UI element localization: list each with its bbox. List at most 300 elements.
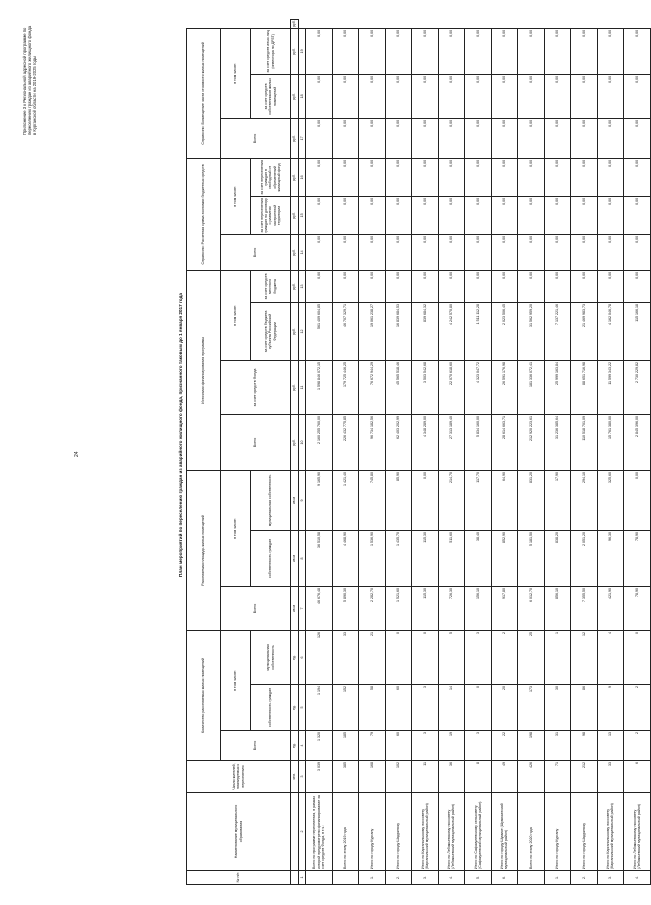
row-value: 0,00 bbox=[385, 158, 412, 196]
header-local: за счет средств местного бюджета bbox=[251, 270, 291, 302]
row-value: 2 023 506,45 bbox=[491, 302, 518, 360]
header-qty-group: Количество расселяемых жилых помещений bbox=[187, 630, 221, 760]
row-value: 0,00 bbox=[624, 270, 651, 302]
row-name: Всего по этапу 2019 года bbox=[332, 793, 359, 871]
header-area-incl: в том числе: bbox=[221, 470, 251, 586]
row-value: 0,00 bbox=[359, 270, 386, 302]
header-extra-owner: за счет средств собственников жилых помещений bbox=[251, 74, 291, 118]
row-value: 856,10 bbox=[544, 586, 571, 630]
row-number bbox=[518, 871, 545, 885]
column-index-cell: 11 bbox=[299, 360, 306, 414]
row-value: 0,00 bbox=[306, 28, 333, 74]
row-value: 0,00 bbox=[544, 158, 571, 196]
row-value: 28 614 663,71 bbox=[491, 414, 518, 470]
row-value: 31 bbox=[544, 731, 571, 761]
row-value: 19 061 238,27 bbox=[359, 302, 386, 360]
row-value: 0,00 bbox=[438, 74, 465, 118]
table-row bbox=[306, 20, 333, 885]
row-value: 3 039 bbox=[306, 761, 333, 793]
header-qty-total: Всего bbox=[221, 731, 291, 761]
row-value: 2 bbox=[624, 685, 651, 731]
row-value: 0 bbox=[465, 685, 492, 731]
row-value: 31 236 385,64 bbox=[544, 414, 571, 470]
row-value: 25 bbox=[518, 630, 545, 684]
row-value: 14 bbox=[438, 685, 465, 731]
table-body bbox=[306, 20, 651, 885]
unit-cell: руб. bbox=[291, 196, 299, 234]
row-value: 214,70 bbox=[438, 470, 465, 530]
row-value: 7 137 221,46 bbox=[544, 302, 571, 360]
row-value: 0,00 bbox=[597, 196, 624, 234]
row-name: Итого по Каргапольскому поссовету (Каргапольский муниципальный район) bbox=[412, 793, 439, 871]
row-value: 13 bbox=[597, 731, 624, 761]
header-fin-group: Источники финансирования программы bbox=[187, 270, 221, 470]
unit-cell: ед. bbox=[291, 731, 299, 761]
row-value: 6 012,70 bbox=[518, 586, 545, 630]
row-value: 0,00 bbox=[332, 158, 359, 196]
row-value: 0,00 bbox=[624, 74, 651, 118]
row-value: 0,00 bbox=[571, 118, 598, 158]
row-value: 0,00 bbox=[465, 234, 492, 270]
row-value: 839 684,32 bbox=[412, 302, 439, 360]
row-value: 11 599 343,22 bbox=[597, 360, 624, 414]
row-value: 0,00 bbox=[571, 270, 598, 302]
row-value: 2 bbox=[491, 630, 518, 684]
row-value: 3 bbox=[465, 731, 492, 761]
row-value: 168 bbox=[359, 761, 386, 793]
row-value: 0,00 bbox=[412, 28, 439, 74]
row-value: 0,00 bbox=[491, 74, 518, 118]
row-value: 22 bbox=[491, 731, 518, 761]
row-value: 0,00 bbox=[518, 118, 545, 158]
column-index-cell: 8 bbox=[299, 530, 306, 586]
row-number: 4. bbox=[624, 871, 651, 885]
row-value: 76 672 944,29 bbox=[359, 360, 386, 414]
table-row bbox=[359, 20, 386, 885]
row-value: 0,00 bbox=[412, 270, 439, 302]
row-value: 1 421,40 bbox=[332, 470, 359, 530]
row-value: 0,00 bbox=[624, 196, 651, 234]
document-title: План мероприятий по переселению граждан из аварийного жилищного фонда, признанного таковым до 1 января 2017 года bbox=[178, 293, 183, 577]
row-value: 117,70 bbox=[465, 470, 492, 530]
row-value: 31 562 959,20 bbox=[518, 302, 545, 360]
table-row bbox=[438, 20, 465, 885]
row-value: 0,00 bbox=[412, 196, 439, 234]
unit-cell: руб. bbox=[291, 360, 299, 414]
row-value: 36 bbox=[438, 761, 465, 793]
row-value: 115 166,18 bbox=[624, 302, 651, 360]
unit-cell: руб. bbox=[291, 74, 299, 118]
row-value: 5 181,50 bbox=[518, 530, 545, 586]
row-value: 831,20 bbox=[518, 470, 545, 530]
row-value: 2 051,20 bbox=[571, 530, 598, 586]
row-value: 179 725 446,25 bbox=[332, 360, 359, 414]
row-value: 4 162 046,78 bbox=[597, 302, 624, 360]
header-qty-municipal: муниципальная собственность bbox=[251, 630, 291, 684]
row-value: 385 bbox=[332, 761, 359, 793]
row-value: 0,00 bbox=[544, 28, 571, 74]
row-value: 0,00 bbox=[306, 158, 333, 196]
column-index-cell: 17 bbox=[299, 118, 306, 158]
column-index-row bbox=[299, 20, 306, 885]
column-index-cell: 16 bbox=[299, 158, 306, 196]
row-value: 38,40 bbox=[465, 530, 492, 586]
row-value: 20 bbox=[491, 685, 518, 731]
row-value: 9 bbox=[597, 685, 624, 731]
row-value: 212 920 223,61 bbox=[518, 414, 545, 470]
row-value: 16 839 684,53 bbox=[385, 302, 412, 360]
row-name: Всего по программе переселения, в рамках которой предусмотрено финансирование за счет средств Фонда, в т.ч.: bbox=[306, 793, 333, 871]
header-econ-incl: в том числе: bbox=[221, 158, 251, 234]
row-value: 0,00 bbox=[597, 270, 624, 302]
row-value: 4 323 047,72 bbox=[465, 360, 492, 414]
row-value: 0,00 bbox=[571, 158, 598, 196]
row-value: 0 bbox=[624, 630, 651, 684]
appendix-note: Приложение 3 к Региональной адресной программе по переселению граждан из аварийного жилищного фонда в Курганской области на 2019-2025 годы bbox=[22, 25, 37, 135]
table-row bbox=[332, 20, 359, 885]
row-value: 0,00 bbox=[385, 270, 412, 302]
row-value: 22 070 618,60 bbox=[438, 360, 465, 414]
header-area-private: собственность граждан bbox=[251, 530, 291, 586]
row-value: 110 518 701,09 bbox=[571, 414, 598, 470]
row-value: 115,30 bbox=[412, 530, 439, 586]
header-fund: за счет средств Фонда bbox=[221, 360, 291, 414]
row-value: 25 999 163,84 bbox=[544, 360, 571, 414]
row-value: 46 676,48 bbox=[306, 586, 333, 630]
row-number: 2. bbox=[385, 871, 412, 885]
unit-cell: кв.м bbox=[291, 530, 299, 586]
header-ref-extra-group: Справочно: Расчетная сумма экономии бюджетных средств bbox=[187, 158, 221, 270]
row-value: 0,00 bbox=[332, 234, 359, 270]
row-value: 60 bbox=[385, 731, 412, 761]
unit-cell: руб. bbox=[291, 302, 299, 360]
row-value: 21 bbox=[359, 630, 386, 684]
row-value: 3 bbox=[465, 630, 492, 684]
row-number bbox=[332, 871, 359, 885]
row-value: 0,00 bbox=[571, 74, 598, 118]
row-value: 0,00 bbox=[465, 28, 492, 74]
header-fin-incl: в том числе: bbox=[221, 270, 251, 360]
column-index-cell: 5 bbox=[299, 685, 306, 731]
header-fin-total: Всего bbox=[221, 414, 291, 470]
row-value: 1 194 bbox=[306, 685, 333, 731]
column-index-cell: 4 bbox=[299, 731, 306, 761]
row-value: 212 bbox=[571, 761, 598, 793]
row-value: 46 707 329,71 bbox=[332, 302, 359, 360]
row-value: 0,00 bbox=[306, 196, 333, 234]
row-value: 0,00 bbox=[306, 234, 333, 270]
row-value: 1 435,70 bbox=[385, 530, 412, 586]
row-value: 2 845 396,00 bbox=[624, 414, 651, 470]
row-value: 0,00 bbox=[438, 118, 465, 158]
row-value: 2 bbox=[624, 731, 651, 761]
header-area-total: Всего bbox=[221, 586, 291, 630]
row-value: 45 565 518,46 bbox=[385, 360, 412, 414]
row-value: 0,00 bbox=[571, 234, 598, 270]
unit-cell: ед. bbox=[291, 630, 299, 684]
row-value: 0,00 bbox=[518, 28, 545, 74]
row-value: 0,00 bbox=[332, 196, 359, 234]
row-value: 0,00 bbox=[359, 158, 386, 196]
row-value: 79 bbox=[359, 731, 386, 761]
row-value: 0,00 bbox=[518, 74, 545, 118]
row-value: 4 242 570,80 bbox=[438, 302, 465, 360]
row-number: 2. bbox=[571, 871, 598, 885]
row-value: 0,00 bbox=[306, 74, 333, 118]
row-value: 8 bbox=[465, 761, 492, 793]
unit-cell: руб. bbox=[291, 28, 299, 74]
column-index-cell: 15 bbox=[299, 196, 306, 234]
row-value: 15 761 380,00 bbox=[597, 414, 624, 470]
row-value: 88 651 716,98 bbox=[571, 360, 598, 414]
header-econ-total: Всего bbox=[221, 234, 291, 270]
header-extra-total: Всего bbox=[221, 118, 291, 158]
row-number: 6. bbox=[491, 871, 518, 885]
row-value: 126 bbox=[306, 630, 333, 684]
row-value: 78,90 bbox=[624, 586, 651, 630]
row-value: 0,00 bbox=[359, 74, 386, 118]
row-value: 0,00 bbox=[438, 158, 465, 196]
column-index-cell: 14 bbox=[299, 234, 306, 270]
row-value: 60 bbox=[385, 685, 412, 731]
row-value: 198 bbox=[518, 731, 545, 761]
row-value: 0,00 bbox=[385, 118, 412, 158]
row-value: 0,00 bbox=[438, 196, 465, 234]
column-index-cell: 1 bbox=[299, 871, 306, 885]
column-index-cell: 9 bbox=[299, 470, 306, 530]
row-value: 0,00 bbox=[465, 74, 492, 118]
row-value: 4 468,90 bbox=[332, 530, 359, 586]
row-number: 1. bbox=[359, 871, 386, 885]
row-value: 0,00 bbox=[597, 158, 624, 196]
table-row bbox=[518, 20, 545, 885]
row-value: 71 bbox=[544, 761, 571, 793]
row-value: 19 bbox=[438, 731, 465, 761]
header-extra-other: за счет средств иных лиц (инвестора по ДРЗТ) bbox=[251, 28, 291, 74]
row-value: 2 160 255 760,00 bbox=[306, 414, 333, 470]
row-value: 0,00 bbox=[571, 196, 598, 234]
row-value: 0,00 bbox=[412, 470, 439, 530]
row-value: 27 313 189,40 bbox=[438, 414, 465, 470]
row-value: 0,00 bbox=[491, 158, 518, 196]
row-value: 852,90 bbox=[491, 530, 518, 586]
row-value: 156,10 bbox=[465, 586, 492, 630]
row-name: Итого по городу Шумихе (Шумихинский муниципальный район) bbox=[491, 793, 518, 871]
unit-cell: руб. bbox=[291, 270, 299, 302]
header-area-group: Расселяемая площадь жилых помещений bbox=[187, 470, 221, 630]
row-value: 0,00 bbox=[438, 234, 465, 270]
header-people: Число жителей, планируемых к переселению bbox=[187, 761, 291, 793]
row-value: 0,00 bbox=[385, 196, 412, 234]
resettlement-plan-table bbox=[186, 19, 651, 885]
table-row bbox=[624, 20, 651, 885]
row-value: 0,00 bbox=[359, 234, 386, 270]
row-value: 0,00 bbox=[332, 28, 359, 74]
row-value: 33 bbox=[332, 630, 359, 684]
row-value: 0,00 bbox=[412, 234, 439, 270]
row-number: 3. bbox=[412, 871, 439, 885]
row-value: 96 734 182,56 bbox=[359, 414, 386, 470]
row-value: 30 bbox=[544, 685, 571, 731]
row-value: 0,00 bbox=[624, 28, 651, 74]
column-index-cell: 6 bbox=[299, 630, 306, 684]
table-row bbox=[412, 20, 439, 885]
row-value: 49 bbox=[491, 761, 518, 793]
row-value: 0,00 bbox=[544, 270, 571, 302]
header-econ-1: за счет переселения граждан по договору о развитии застроенной территории bbox=[251, 196, 291, 234]
row-value: 0,00 bbox=[359, 196, 386, 234]
row-value: 0,00 bbox=[544, 74, 571, 118]
row-value: 11 bbox=[412, 761, 439, 793]
row-value: 0,00 bbox=[359, 28, 386, 74]
row-value: 917,80 bbox=[491, 586, 518, 630]
row-value: 0,00 bbox=[518, 158, 545, 196]
unit-cell: кв.м bbox=[291, 586, 299, 630]
column-index-cell: 10 bbox=[299, 414, 306, 470]
row-value: 62 403 202,99 bbox=[385, 414, 412, 470]
row-value: 96,30 bbox=[597, 530, 624, 586]
unit-cell: руб. bbox=[291, 158, 299, 196]
row-value: 426 bbox=[518, 761, 545, 793]
unit-cell: кв.м bbox=[291, 470, 299, 530]
units-row bbox=[291, 20, 299, 885]
row-value: 78,90 bbox=[624, 530, 651, 586]
row-number bbox=[306, 871, 333, 885]
row-value: 0,00 bbox=[465, 270, 492, 302]
row-name: Итого по Лебяжьевскому поссовету (Лебяжьевский муниципальный район) bbox=[438, 793, 465, 871]
column-index-cell: 3 bbox=[299, 761, 306, 793]
row-value: 0,00 bbox=[624, 470, 651, 530]
row-name: Итого по городу Шадринску bbox=[571, 793, 598, 871]
row-value: 0,00 bbox=[624, 234, 651, 270]
row-value: 0,00 bbox=[491, 28, 518, 74]
row-value: 1 521,60 bbox=[385, 586, 412, 630]
row-value: 1 bbox=[544, 630, 571, 684]
row-value: 102 bbox=[385, 761, 412, 793]
column-index-cell: 2 bbox=[299, 793, 306, 871]
row-name: Итого по Сафакулевскому сельсовету (Сафакулевский муниципальный район) bbox=[465, 793, 492, 871]
page-number: 24 bbox=[74, 451, 80, 457]
row-name: Итого по городу Кургану bbox=[359, 793, 386, 871]
row-value: 3 503 542,68 bbox=[412, 360, 439, 414]
row-value: 0,00 bbox=[518, 234, 545, 270]
row-value: 0,00 bbox=[491, 196, 518, 234]
row-value: 0,00 bbox=[412, 158, 439, 196]
header-extra-incl: в том числе: bbox=[221, 28, 251, 118]
row-value: 26 591 176,98 bbox=[491, 360, 518, 414]
row-value: 0,00 bbox=[385, 28, 412, 74]
row-value: 0,00 bbox=[412, 118, 439, 158]
row-value: 4 348 289,00 bbox=[412, 414, 439, 470]
row-value: 294,10 bbox=[571, 470, 598, 530]
row-value: 0,00 bbox=[332, 74, 359, 118]
row-value: 0,00 bbox=[465, 158, 492, 196]
row-value: 12 bbox=[571, 630, 598, 684]
row-value: 0,00 bbox=[597, 28, 624, 74]
row-value: 0,00 bbox=[438, 270, 465, 302]
column-index-cell: 7 bbox=[299, 586, 306, 630]
header-qty-private: собственность граждан bbox=[251, 685, 291, 731]
unit-cell: руб. bbox=[291, 414, 299, 470]
row-value: 0,00 bbox=[385, 74, 412, 118]
row-value: 0,00 bbox=[624, 118, 651, 158]
row-value: 0,00 bbox=[359, 118, 386, 158]
row-value: 0,00 bbox=[306, 118, 333, 158]
header-qty-incl: в том числе: bbox=[221, 630, 251, 730]
row-value: 0 bbox=[412, 630, 439, 684]
table-row bbox=[544, 20, 571, 885]
row-value: 0,00 bbox=[597, 74, 624, 118]
row-value: 0,00 bbox=[518, 270, 545, 302]
header-ref-budget-group: Справочно: Возмещение части стоимости жилых помещений bbox=[187, 28, 221, 158]
row-value: 0,00 bbox=[306, 270, 333, 302]
row-value: 36 510,58 bbox=[306, 530, 333, 586]
row-value: 2 282,70 bbox=[359, 586, 386, 630]
row-name: Итого по городу Кургану bbox=[544, 793, 571, 871]
row-value: 0,00 bbox=[491, 118, 518, 158]
row-value: 0,00 bbox=[385, 234, 412, 270]
row-value: 1 536,90 bbox=[359, 530, 386, 586]
table-row bbox=[597, 20, 624, 885]
column-index-cell: 12 bbox=[299, 302, 306, 360]
row-value: 5 bbox=[438, 630, 465, 684]
row-value: 0,00 bbox=[597, 234, 624, 270]
row-value: 115,30 bbox=[412, 586, 439, 630]
row-value: 85,90 bbox=[385, 470, 412, 530]
row-value: 561 409 604,85 bbox=[306, 302, 333, 360]
row-value: 0,00 bbox=[491, 270, 518, 302]
row-value: 0,00 bbox=[491, 234, 518, 270]
table-row bbox=[491, 20, 518, 885]
header-no: № п/п bbox=[187, 871, 291, 885]
unit-cell: чел. bbox=[291, 761, 299, 793]
table-row bbox=[385, 20, 412, 885]
row-value: 1 511 112,28 bbox=[465, 302, 492, 360]
column-index-cell: 18 bbox=[299, 74, 306, 118]
row-value: 838,20 bbox=[544, 530, 571, 586]
row-value: 64,90 bbox=[491, 470, 518, 530]
table-row bbox=[465, 20, 492, 885]
row-value: 181 336 072,41 bbox=[518, 360, 545, 414]
row-value: 7 355,50 bbox=[571, 586, 598, 630]
row-number: 1. bbox=[544, 871, 571, 885]
unit-cell: ед. bbox=[291, 685, 299, 731]
row-value: 2 730 229,82 bbox=[624, 360, 651, 414]
row-value: 185 bbox=[332, 731, 359, 761]
row-value: 0,00 bbox=[332, 270, 359, 302]
row-value: 58 bbox=[359, 685, 386, 731]
row-value: 325,60 bbox=[597, 470, 624, 530]
row-number: 5. bbox=[465, 871, 492, 885]
row-value: 226 432 775,85 bbox=[332, 414, 359, 470]
unit-cell: руб. bbox=[291, 118, 299, 158]
row-value: 0,00 bbox=[332, 118, 359, 158]
header-area-municipal: муниципальная собственность bbox=[251, 470, 291, 530]
row-number: 4. bbox=[438, 871, 465, 885]
row-value: 0,00 bbox=[544, 234, 571, 270]
row-value: 152 bbox=[332, 685, 359, 731]
row-value: 9 165,90 bbox=[306, 470, 333, 530]
row-value: 17,90 bbox=[544, 470, 571, 530]
row-name: Итого по Каргапольскому поссовету (Каргапольский муниципальный район) bbox=[597, 793, 624, 871]
row-name: Итого по Лебяжьевскому поссовету (Лебяжьевский муниципальный район) bbox=[624, 793, 651, 871]
row-value: 0 bbox=[385, 630, 412, 684]
row-value: 1 598 846 072,15 bbox=[306, 360, 333, 414]
row-value: 421,90 bbox=[597, 586, 624, 630]
row-value: 173 bbox=[518, 685, 545, 731]
row-value: 33 bbox=[597, 761, 624, 793]
row-value: 0,00 bbox=[597, 118, 624, 158]
